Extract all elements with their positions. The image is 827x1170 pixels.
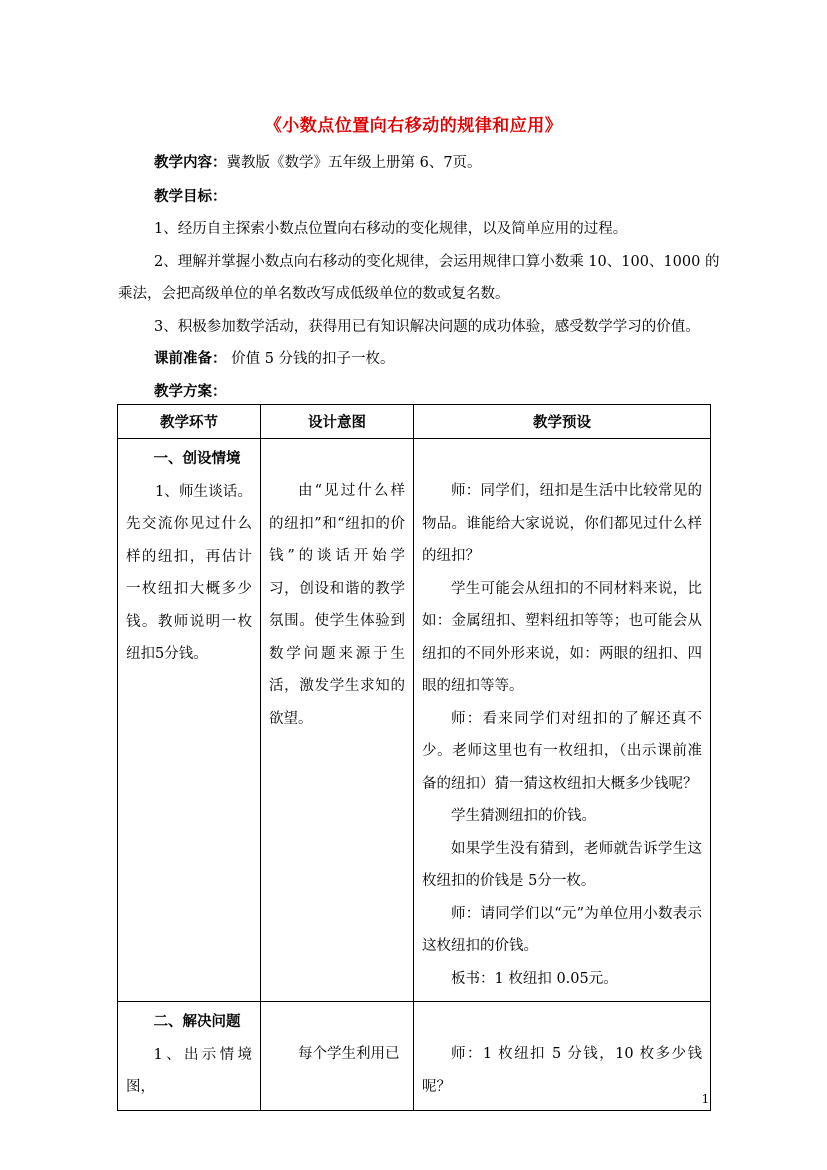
stage-text: 1、师生谈话。先交流你见过什么样的纽扣，再估计一枚纽扣大概多少钱。教师说明一枚纽扣5分钱。 — [126, 483, 252, 662]
prep-text: 价值 5 分钱的扣子一枚。 — [226, 351, 395, 367]
section-heading: 二、解决问题 — [153, 1013, 241, 1030]
header-stage: 教学环节 — [118, 405, 261, 439]
header-preset: 教学预设 — [414, 405, 711, 439]
intent-text: 由“见过什么样的纽扣”和“纽扣的价钱”的谈话开始学习，创设和谐的教学氛围。使学生体验到数学问题来源于生活，激发学生求知的欲望。 — [269, 483, 405, 727]
goal-3: 3、积极参加数学活动，获得用已有知识解决问题的成功体验，感受数学学习的价值。 — [154, 319, 700, 335]
preset-paragraph: 板书：1 枚纽扣 0.05元。 — [451, 970, 618, 987]
stage-text: 1、出示情境图， — [126, 1046, 252, 1095]
section-heading: 一、创设情境 — [153, 450, 241, 467]
content-text: 冀教版《数学》五年级上册第 6、7页。 — [226, 155, 482, 171]
header-intent: 设计意图 — [261, 405, 414, 439]
preset-paragraph: 师：请同学们以“元”为单位用小数表示这枚纽扣的价钱。 — [422, 905, 702, 954]
preset-paragraph: 学生可能会从纽扣的不同材料来说，比如：金属纽扣、塑料纽扣等等；也可能会从纽扣的不同外形来说，如：两眼的纽扣、四眼的纽扣等等。 — [422, 580, 702, 694]
document-title: 《小数点位置向右移动的规律和应用》 — [264, 116, 563, 136]
content-label: 教学内容： — [154, 154, 227, 171]
prep-line — [154, 347, 395, 368]
goal-2-line-b: 乘法，会把高级单位的单名数改写成低级单位的数或复名数。 — [118, 286, 510, 302]
table-header-row — [118, 405, 711, 439]
intent-text: 每个学生利用已 — [298, 1046, 400, 1062]
plan-label: 教学方案： — [154, 383, 227, 400]
preset-paragraph: 师：看来同学们对纽扣的了解还真不少。老师这里也有一枚纽扣，（出示课前准备的纽扣）猜一猜这枚纽扣大概多少钱呢？ — [422, 710, 702, 792]
stage-cell — [118, 439, 261, 1002]
prep-label: 课前准备： — [154, 350, 227, 367]
content-line — [154, 151, 482, 172]
preset-cell — [414, 439, 711, 1002]
intent-cell — [261, 439, 414, 1002]
goal-2-line-a: 2、理解并掌握小数点向右移动的变化规律，会运用规律口算小数乘 10、100、1000 的 — [154, 254, 720, 270]
preset-paragraph: 师：1 枚纽扣 5 分钱，10 枚多少钱呢？ — [422, 1046, 702, 1095]
goal-1: 1、经历自主探索小数点位置向右移动的变化规律，以及简单应用的过程。 — [154, 221, 628, 237]
preset-paragraph: 学生猜测纽扣的价钱。 — [451, 808, 596, 824]
preset-paragraph: 如果学生没有猜到，老师就告诉学生这枚纽扣的价钱是 5分一枚。 — [422, 840, 702, 889]
page-number: 1 — [701, 1092, 710, 1106]
lesson-plan-table — [117, 404, 711, 1111]
preset-paragraph: 师：同学们，纽扣是生活中比较常见的物品。谁能给大家说说，你们都见过什么样的纽扣？ — [422, 483, 702, 564]
goals-label: 教学目标： — [154, 188, 227, 205]
table-row — [118, 439, 711, 1002]
